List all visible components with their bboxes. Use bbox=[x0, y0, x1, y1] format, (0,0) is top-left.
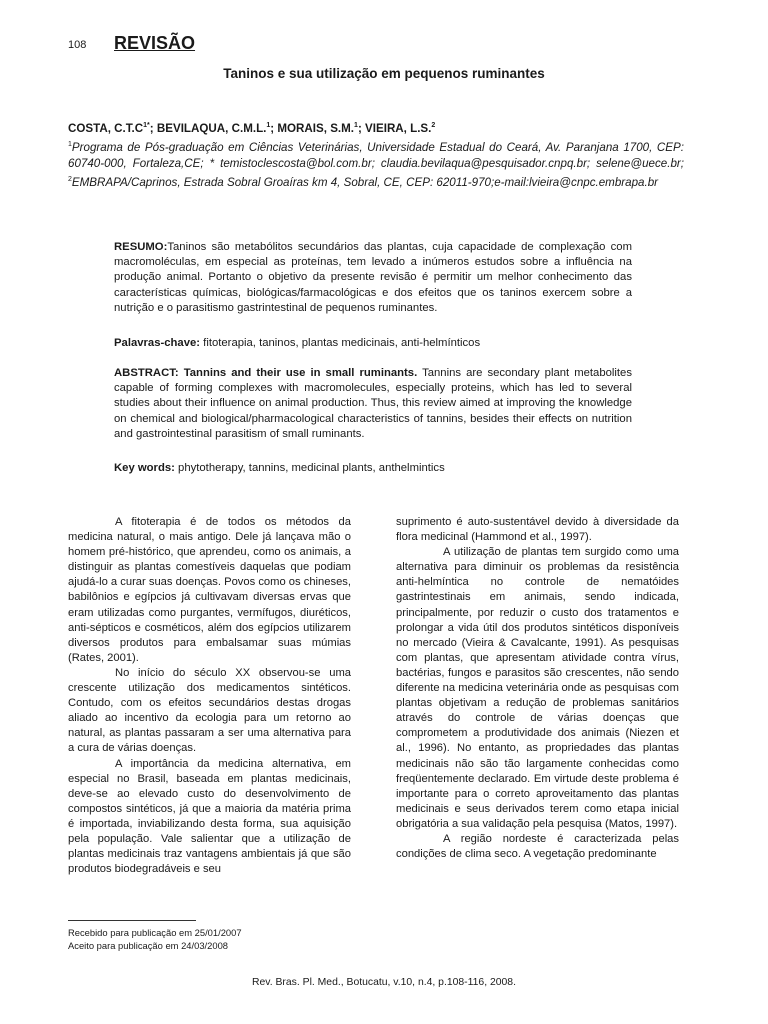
body-paragraph: A região nordeste é caracterizada pelas condições de clima seco. A vegetação predominante bbox=[396, 832, 679, 861]
author-affiliation-mark: 1* bbox=[143, 122, 150, 130]
received-date: Recebido para publicação em 25/01/2007 bbox=[68, 927, 242, 938]
resumo-text: Taninos são metabólitos secundários das plantas, cuja capacidade de complexação com macromoléculas, em especial as proteínas, tem levado a inúmeros estudos sobre a influência na produção animal. Portanto o objetivo da presente revisão é permitir um melhor conhecimento das características químicas, biológicas/farmacológicas e dos efeitos que os taninos exercem sobre a nutrição e o parasitismo gastrintestinal de pequenos ruminantes. bbox=[114, 241, 632, 314]
body-paragraph: A utilização de plantas tem surgido como uma alternativa para diminuir os problemas da resistência anti-helmíntica no controle de nematóides gastrintestinais em animais, sendo indicada, principalmente, por reduzir o custo dos tratamentos e prolongar a vida útil dos produtos sintéticos disponíveis no mercado (Vieira & Cavalcante, 1991). As pesquisas com plantas, que apresentam atividade contra vírus, bactérias, fungos e parasitos são crescentes, não sendo diferente na medicina veterinária onde as pesquisas com plantas objetivam a redução de problemas sanitários através do controle de várias doenças que comprometem a produtividade dos animais (Niezen et al., 1996). No entanto, as propriedades das plantas medicinais não são tão largamente conhecidas como freqüentemente declarado. Em virtude deste problema é importante para o correto aproveitamento das plantas medicinais e seus derivados terem como etapa inicial obrigatória a sua validação pela pesquisa (Matos, 1997). bbox=[396, 546, 679, 830]
affiliation-mark: 2 bbox=[68, 175, 72, 183]
author-name: COSTA, C.T.C bbox=[68, 122, 144, 135]
footnote-divider bbox=[68, 920, 196, 921]
author-affiliation-mark: 1 bbox=[354, 122, 358, 130]
page-number: 108 bbox=[68, 39, 87, 51]
palavras-chave-text: fitoterapia, taninos, plantas medicinais, anti-helmínticos bbox=[200, 337, 481, 349]
journal-citation: Rev. Bras. Pl. Med., Botucatu, v.10, n.4, p.108-116, 2008. bbox=[252, 977, 516, 988]
author-name: MORAIS, S.M. bbox=[277, 122, 355, 135]
accepted-date: Aceito para publicação em 24/03/2008 bbox=[68, 940, 229, 951]
author-name: VIEIRA, L.S. bbox=[365, 122, 432, 135]
body-column-right bbox=[396, 515, 679, 862]
palavras-chave-block bbox=[114, 336, 632, 351]
body-column-left bbox=[68, 515, 351, 877]
article-title: Taninos e sua utilização em pequenos ruminantes bbox=[223, 66, 545, 81]
author-separator: ; bbox=[149, 122, 157, 135]
author-separator: ; bbox=[270, 122, 278, 135]
palavras-chave-label: Palavras-chave: bbox=[114, 337, 201, 349]
abstract-text: Tannins are secondary plant metabolites capable of forming complexes with macromolecules, especially proteins, which has led to several studies about their influence on animal production. Thus, this review aimed at improving the knowledge on chemical and biological/pharmacological characteristics of tannins, besides their effects on nutrition and gastrointestinal parasitism of small ruminants. bbox=[114, 367, 632, 440]
abstract-block bbox=[114, 366, 632, 442]
body-paragraph: A fitoterapia é de todos os métodos da medicina natural, o mais antigo. Dele já lançava mão o homem pré-histórico, que aprendeu, como os animais, a distinguir as plantas comestíveis daquelas que podiam ajudá-lo a curar suas doenças. Povos como os chineses, babilônios e egípcios já cultivavam diversas ervas que eram utilizadas como purgantes, vermífugos, diuréticos, anti-sépticos e cosméticos, além dos egípcios utilizarem diversos produtos para embalsamar suas múmias (Rates, 2001). bbox=[68, 516, 351, 664]
key-words-text: phytotherapy, tannins, medicinal plants, anthelmintics bbox=[174, 462, 445, 474]
resumo-block bbox=[114, 240, 632, 316]
affiliation-text-2: EMBRAPA/Caprinos, Estrada Sobral Groaíras km 4, Sobral, CE, CEP: 62011-970;e-mail:lvieira@cnpc.embrapa.br bbox=[71, 175, 659, 189]
author-affiliation-mark: 2 bbox=[431, 122, 436, 130]
abstract-label: ABSTRACT: Tannins and their use in small ruminants. bbox=[114, 367, 418, 379]
author-list bbox=[68, 122, 700, 135]
author-separator: ; bbox=[357, 122, 366, 135]
key-words-label: Key words: bbox=[114, 462, 175, 474]
affiliation-mark: 1 bbox=[68, 141, 72, 148]
body-paragraph: No início do século XX observou-se uma crescente utilização dos medicamentos sintéticos. Contudo, com os efeitos secundários destas drogas aliado ao incentivo da ecologia para um retorno ao natural, as plantas passaram a ser uma alternativa para a cura de várias doenças. bbox=[68, 666, 351, 755]
body-paragraph: suprimento é auto-sustentável devido à diversidade da flora medicinal (Hammond et al., 1997). bbox=[396, 516, 679, 544]
section-label: REVISÃO bbox=[114, 33, 196, 53]
author-affiliation-mark: 1 bbox=[266, 122, 271, 130]
author-name: BEVILAQUA, C.M.L. bbox=[156, 122, 267, 135]
key-words-block bbox=[114, 461, 632, 476]
body-paragraph: A importância da medicina alternativa, em especial no Brasil, baseada em plantas medicinais, deve-se ao elevado custo do desenvolvimento de compostos sintéticos, já que a maioria da matéria prima é importada, inviabilizando desta forma, sua aquisição pela população. Vale salientar que a utilização de plantas medicinais traz vantagens ambientais já que são produtos biodegradáveis e seu bbox=[68, 757, 351, 876]
affiliation-text-1: Programa de Pós-graduação em Ciências Veterinárias, Universidade Estadual do Ceará, Av. Paranjana 1700, CEP: 60740-000, Fortaleza,CE; * temistoclescosta@bol.com.br; claudia.bevilaqua@pesquisador.cnpq.br; selene@uece.br; bbox=[68, 140, 684, 170]
affiliations bbox=[68, 137, 684, 191]
resumo-label: RESUMO: bbox=[114, 241, 168, 253]
